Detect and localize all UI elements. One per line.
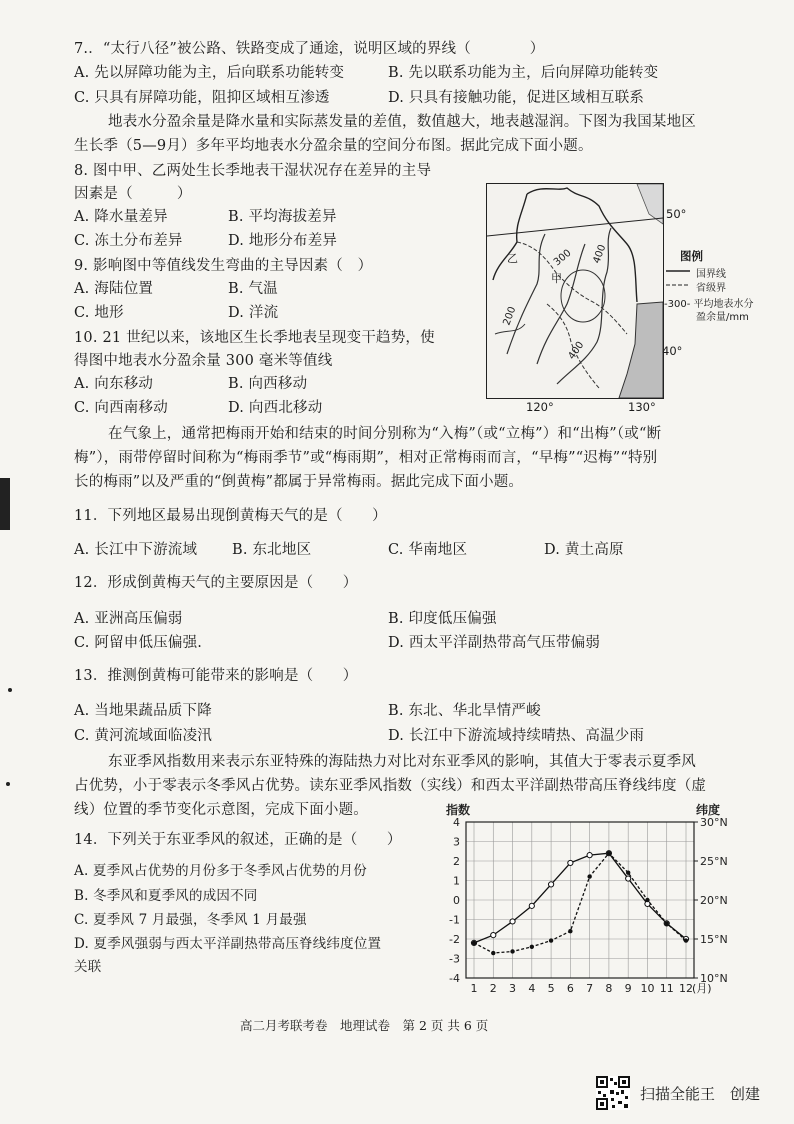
x-tick-label: 10 bbox=[640, 982, 655, 995]
map-graphic bbox=[487, 184, 663, 398]
q10-option-c: C. 向西南移动 bbox=[74, 400, 168, 416]
q14-option-c: C. 夏季风 7 月最强，冬季风 1 月最强 bbox=[74, 912, 307, 928]
question-10-stem: 10. 21 世纪以来，该地区生长季地表呈现变干趋势，使 bbox=[74, 330, 435, 346]
y-left-tick-label: -4 bbox=[449, 972, 460, 985]
ridge-latitude-point bbox=[587, 874, 591, 878]
passage-3-line-2: 占优势，小于零表示冬季风占优势。读东亚季风指数（实线）和西太平洋副热带高压脊线纬度（虚 bbox=[74, 778, 707, 794]
passage-2-line-3: 长的梅雨”以及严重的“倒黄梅”都属于异常梅雨。据此完成下面小题。 bbox=[74, 474, 524, 490]
monsoon-index-point bbox=[587, 853, 592, 858]
y-left-tick-label: -3 bbox=[449, 952, 460, 966]
monsoon-index-point bbox=[626, 876, 631, 881]
y-left-tick-label: -2 bbox=[449, 933, 460, 946]
x-tick-label: 11 bbox=[659, 982, 674, 995]
monsoon-index-point bbox=[491, 933, 496, 938]
q14-option-d: D. 夏季风强弱与西太平洋副热带高压脊线纬度位置 bbox=[74, 936, 382, 952]
q14-option-d-cont: 关联 bbox=[74, 959, 102, 975]
q11-option-a: A. 长江中下游流域 bbox=[74, 542, 198, 558]
x-tick-label: 1 bbox=[470, 982, 478, 995]
y-right-tick-label: 10°N bbox=[700, 972, 728, 985]
chart-grid bbox=[466, 822, 694, 978]
q12-option-c: C. 阿留申低压偏强. bbox=[74, 635, 203, 651]
question-8-stem: 8. 图中甲、乙两处生长季地表干湿状况存在差异的主导 bbox=[74, 163, 432, 179]
x-tick-label: 2 bbox=[489, 982, 497, 995]
x-tick-label: 12 bbox=[679, 982, 693, 995]
scanner-brand-text: 扫描全能王 创建 bbox=[640, 1085, 761, 1103]
q8-option-a: A. 降水量差异 bbox=[74, 209, 168, 225]
ridge-latitude-point bbox=[568, 929, 572, 933]
x-tick-label: 9 bbox=[624, 982, 632, 995]
q13-option-d: D. 长江中下游流域持续晴热、高温少雨 bbox=[388, 728, 645, 744]
q11-option-c: C. 华南地区 bbox=[388, 542, 468, 558]
x-tick-label: 5 bbox=[547, 982, 555, 995]
question-12-stem: 12．形成倒黄梅天气的主要原因是（ ） bbox=[74, 575, 358, 591]
y-left-tick-label: 1 bbox=[453, 874, 460, 888]
q7-option-c: C. 只具有屏障功能，阻抑区域相互渗透 bbox=[74, 90, 330, 106]
page-footer: 高二月考联考卷 地理试卷 第 2 页 共 6 页 bbox=[240, 1018, 489, 1033]
passage-3-line-1: 东亚季风指数用来表示东亚特殊的海陆热力对比对东亚季风的影响，其值大于零表示夏季风 bbox=[108, 754, 696, 770]
y-right-tick-label: 20°N bbox=[700, 894, 728, 907]
question-13-stem: 13．推测倒黄梅可能带来的影响是（ ） bbox=[74, 668, 358, 684]
place-label-jia: 甲 bbox=[551, 272, 562, 285]
page-edge-mark bbox=[0, 478, 10, 530]
q11-option-d: D. 黄土高原 bbox=[544, 542, 624, 558]
ridge-latitude-point bbox=[607, 851, 611, 855]
map-lon-130: 130° bbox=[628, 400, 656, 414]
passage-1-line-2: 生长季（5—9月）多年平均地表水分盈余量的空间分布图。据此完成下面小题。 bbox=[74, 138, 593, 154]
map-legend-title: 图例 bbox=[680, 249, 703, 263]
question-11-stem: 11．下列地区最易出现倒黄梅天气的是（ ） bbox=[74, 508, 387, 524]
question-7-stem: 7.．“太行八径”被公路、铁路变成了通途，说明区域的界线（ ） bbox=[74, 41, 545, 57]
ridge-latitude-point bbox=[472, 941, 476, 945]
legend-provincial-border: 省级界 bbox=[696, 283, 726, 294]
q10-option-a: A. 向东移动 bbox=[74, 376, 154, 392]
q12-option-b: B. 印度低压偏强 bbox=[388, 611, 497, 627]
ridge-latitude-point bbox=[684, 938, 688, 942]
place-label-yi: 乙 bbox=[507, 252, 518, 265]
legend-contour: -300- 平均地表水分 bbox=[664, 299, 754, 310]
q9-option-c: C. 地形 bbox=[74, 305, 124, 321]
monsoon-index-point bbox=[548, 882, 553, 887]
q10-option-d: D. 向西北移动 bbox=[228, 400, 323, 416]
monsoon-chart bbox=[436, 800, 736, 1010]
y-left-tick-label: 0 bbox=[453, 894, 460, 907]
map-lat-50: 50° bbox=[666, 207, 687, 221]
ridge-latitude-line bbox=[474, 853, 686, 953]
monsoon-index-line bbox=[474, 853, 686, 943]
scan-dot bbox=[8, 688, 12, 692]
contour-label-200: 200 bbox=[501, 305, 519, 328]
ridge-latitude-point bbox=[626, 871, 630, 875]
y-right-tick-label: 15°N bbox=[700, 933, 728, 946]
ridge-latitude-point bbox=[549, 938, 553, 942]
x-tick-label: 3 bbox=[509, 982, 517, 995]
y-right-tick-label: 25°N bbox=[700, 855, 728, 868]
q12-option-a: A. 亚洲高压偏弱 bbox=[74, 611, 183, 627]
q14-option-a: A. 夏季风占优势的月份多于冬季风占优势的月份 bbox=[74, 863, 367, 879]
x-axis-unit: (月) bbox=[692, 982, 712, 995]
passage-1-line-1: 地表水分盈余量是降水量和实际蒸发量的差值，数值越大，地表越湿润。下图为我国某地区 bbox=[108, 114, 696, 130]
legend-national-border: 国界线 bbox=[696, 269, 726, 280]
map-lon-120: 120° bbox=[526, 400, 554, 414]
contour-label-400-south: 400 bbox=[566, 339, 587, 362]
monsoon-index-point bbox=[529, 903, 534, 908]
q12-option-d: D. 西太平洋副热带高气压带偏弱 bbox=[388, 635, 601, 651]
legend-line-symbols bbox=[664, 266, 694, 294]
x-tick-label: 7 bbox=[586, 982, 594, 995]
q8-option-d: D. 地形分布差异 bbox=[228, 233, 338, 249]
q13-option-c: C. 黄河流域面临凌汛 bbox=[74, 728, 212, 744]
question-8-stem-cont: 因素是（ ） bbox=[74, 186, 192, 202]
q14-option-b: B. 冬季风和夏季风的成因不同 bbox=[74, 888, 258, 904]
question-14-stem: 14．下列关于东亚季风的叙述，正确的是（ ） bbox=[74, 832, 402, 848]
ridge-latitude-point bbox=[645, 898, 649, 902]
y-left-tick-label: 4 bbox=[453, 816, 460, 829]
y-left-tick-label: 2 bbox=[453, 855, 460, 868]
y-right-tick-label: 30°N bbox=[700, 816, 728, 829]
ridge-latitude-point bbox=[491, 951, 495, 955]
passage-3-line-3: 线）位置的季节变化示意图，完成下面小题。 bbox=[74, 802, 368, 818]
q13-option-b: B. 东北、华北旱情严峻 bbox=[388, 703, 541, 719]
soil-moisture-map bbox=[486, 183, 664, 399]
map-lat-40: 40° bbox=[662, 344, 683, 358]
y-left-tick-label: 3 bbox=[453, 835, 460, 849]
contour-label-400-north: 400 bbox=[591, 243, 609, 266]
q8-option-c: C. 冻土分布差异 bbox=[74, 233, 183, 249]
y-right-axis-title: 纬度 bbox=[696, 803, 721, 817]
passage-2-line-1: 在气象上，通常把梅雨开始和结束的时间分别称为“入梅”（或“立梅”）和“出梅”（或“断 bbox=[108, 426, 662, 442]
chart-labels bbox=[445, 802, 728, 995]
monsoon-index-point bbox=[510, 919, 515, 924]
monsoon-index-point bbox=[568, 860, 573, 865]
contour-label-300: 300 bbox=[551, 247, 574, 269]
q7-option-b: B. 先以联系功能为主，后向屏障功能转变 bbox=[388, 65, 659, 81]
scan-dot bbox=[6, 782, 10, 786]
q8-option-b: B. 平均海拔差异 bbox=[228, 209, 337, 225]
ridge-latitude-point bbox=[530, 945, 534, 949]
y-left-axis-title: 指数 bbox=[446, 803, 471, 817]
ridge-latitude-point bbox=[665, 921, 669, 925]
x-tick-label: 8 bbox=[605, 982, 613, 995]
question-10-stem-cont: 得图中地表水分盈余量 300 毫米等值线 bbox=[74, 353, 333, 369]
passage-2-line-2: 梅”），雨带停留时间称为“梅雨季节”或“梅雨期”，相对正常梅雨而言，“早梅”“迟梅”“特别 bbox=[74, 450, 658, 466]
q7-option-d: D. 只具有接触功能，促进区域相互联系 bbox=[388, 90, 645, 106]
question-9-stem: 9. 影响图中等值线发生弯曲的主导因素（ ） bbox=[74, 258, 373, 274]
y-left-tick-label: -1 bbox=[449, 913, 460, 927]
q13-option-a: A. 当地果蔬品质下降 bbox=[74, 703, 212, 719]
ridge-latitude-point bbox=[510, 949, 514, 953]
q11-option-b: B. 东北地区 bbox=[232, 542, 312, 558]
x-tick-label: 6 bbox=[566, 982, 574, 995]
q7-option-a: A. 先以屏障功能为主，后向联系功能转变 bbox=[74, 65, 345, 81]
q9-option-b: B. 气温 bbox=[228, 281, 278, 297]
q9-option-d: D. 洋流 bbox=[228, 305, 279, 321]
qr-code-icon bbox=[596, 1076, 630, 1110]
chart-series bbox=[471, 851, 688, 956]
q10-option-b: B. 向西移动 bbox=[228, 376, 308, 392]
x-tick-label: 4 bbox=[528, 982, 536, 995]
legend-contour-unit: 盈余量/mm bbox=[696, 312, 749, 323]
q9-option-a: A. 海陆位置 bbox=[74, 281, 154, 297]
